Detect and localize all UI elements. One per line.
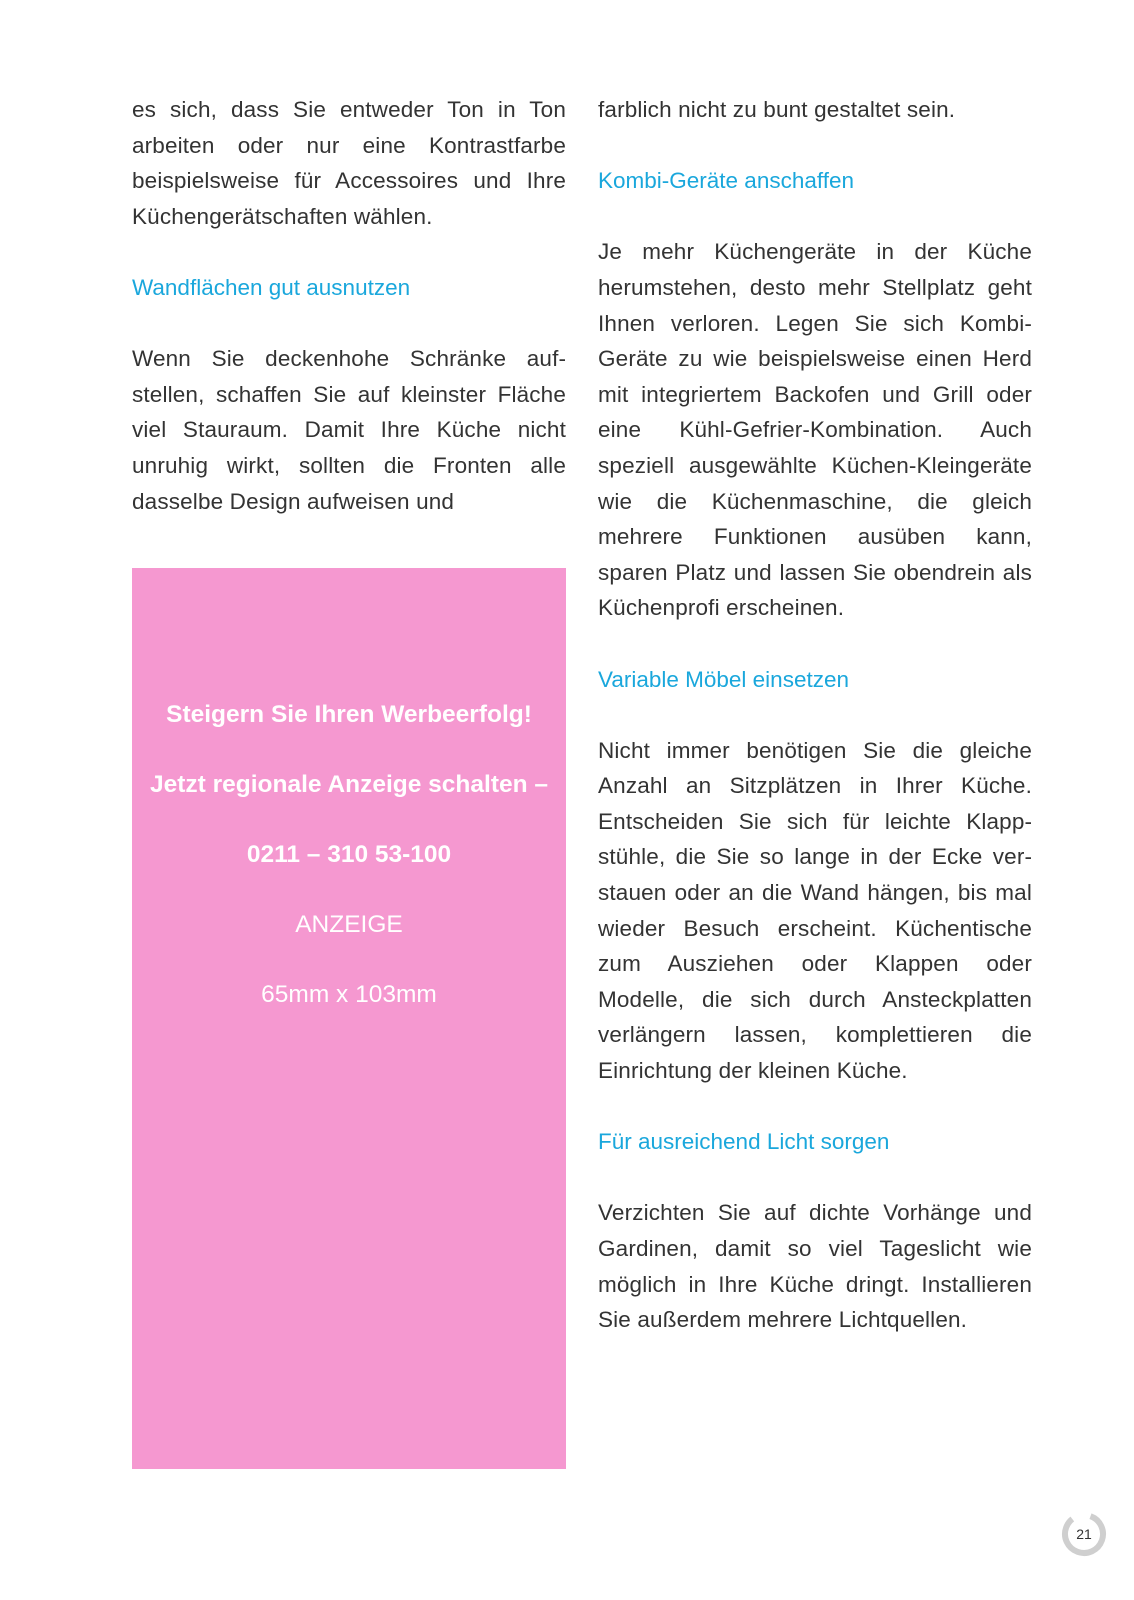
left-column: [132, 92, 566, 519]
heading-variable-moebel: Variable Möbel einsetzen: [598, 666, 849, 692]
heading-wandflaechen: Wandflächen gut ausnutzen: [132, 274, 411, 300]
right-paragraph-1: farblich nicht zu bunt gestaltet sein.: [598, 97, 956, 122]
advertisement-box: [132, 568, 566, 1469]
left-paragraph-2: Wenn Sie deckenhohe Schränke aufstellen, schaffen Sie auf kleinster Fläche viel Stauraum. Damit Ihre Küche nicht unruhig wirkt, sollten die Fronten alle dasselbe Design aufweisen und: [132, 346, 566, 514]
page-number: 21: [1076, 1526, 1092, 1542]
ad-headline: Steigern Sie Ihren Werbeerfolg!: [166, 701, 532, 728]
ad-phone: 0211 – 310 53-100: [246, 841, 452, 868]
heading-licht: Für ausreichend Licht sorgen: [598, 1129, 890, 1155]
right-paragraph-2: Je mehr Küchengeräte in der Küche herumstehen, desto mehr Stellplatz geht Ihnen verloren. Legen Sie sich Kombi-Geräte zu wie beispielsweise einen Herd mit integriertem Backofen und Grill oder eine Kühl-Gefrier-Kombination. Auch speziell ausgewählte Küchen-Kleingeräte wie die Küchenmaschine, die gleich mehrere Funktionen ausüben kann, sparen Platz und lassen Sie obendrein als Küchenprofi erscheinen.: [598, 239, 1032, 621]
left-paragraph-1: es sich, dass Sie entweder Ton in Ton arbeiten oder nur eine Kontrastfarbe beispielsweise für Accessoires und Ihre Küchengerätschaften wählen.: [132, 97, 566, 229]
ad-call-to-action: Jetzt regionale Anzeige schalten –: [149, 771, 549, 798]
ad-size: 65mm x 103mm: [261, 981, 437, 1008]
page-number-badge: [1060, 1510, 1108, 1558]
heading-kombi-geraete: Kombi-Geräte anschaffen: [598, 168, 854, 194]
right-paragraph-3: Nicht immer benötigen Sie die gleiche Anzahl an Sitzplätzen in Ihrer Küche. Entscheiden Sie sich für leichte Klappstühle, die Sie so lange in der Ecke verstauen oder an die Wand hängen, bis mal wieder Besuch erscheint. Küchentische zum Ausziehen oder Klappen oder Modelle, die sich durch Ansteckplatten verlängern lassen, komplettieren die Einrichtung der kleinen Küche.: [598, 737, 1032, 1084]
right-column: [598, 92, 1032, 1338]
ad-label: ANZEIGE: [295, 911, 403, 938]
right-paragraph-4: Verzichten Sie auf dichte Vorhänge und Gardinen, damit so viel Tageslicht wie möglich in Ihre Küche dringt. Installieren Sie außerdem mehrere Lichtquellen.: [598, 1200, 1032, 1333]
